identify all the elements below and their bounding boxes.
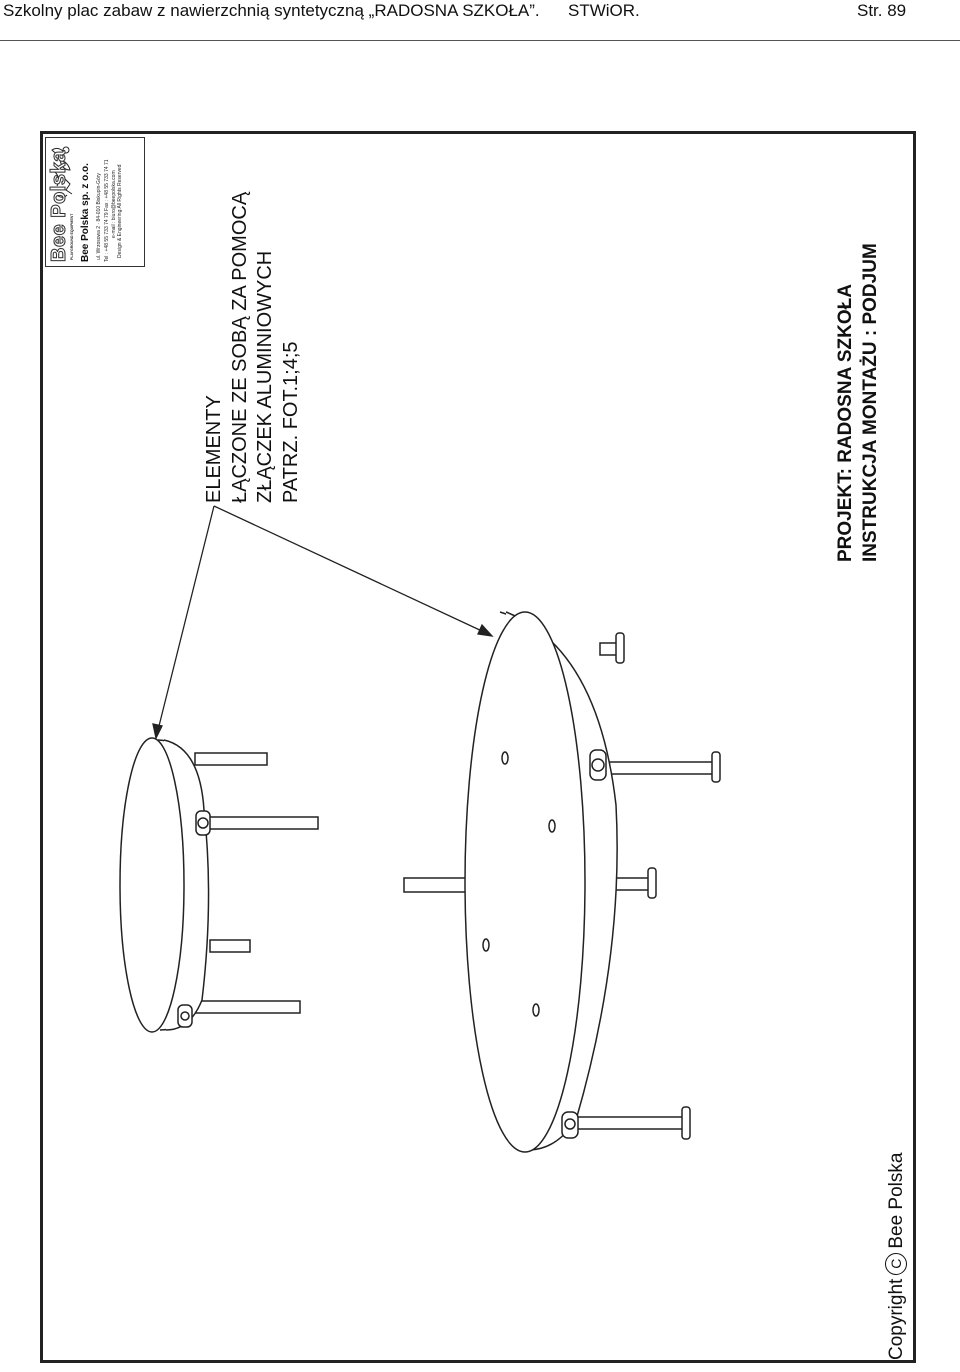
drawing-frame xyxy=(40,131,916,1363)
copyright-prefix: Copyright xyxy=(886,1278,907,1360)
copyright-icon: C xyxy=(885,1253,907,1275)
logo-company-name: Bee Polska sp. z o.o. xyxy=(80,163,91,262)
logo-email: e-mail : biuro@beepolska.com xyxy=(111,170,117,238)
project-instruction: INSTRUKCJA MONTAŻU : PODJUM xyxy=(860,243,881,562)
assembly-note-line: ZŁĄCZEK ALUMINIOWYCH xyxy=(254,250,276,503)
logo-phone: Tel : +48 55 733 74 79 Fax : +48 55 733 74 71 xyxy=(104,159,110,262)
document-title: Szkolny plac zabaw z nawierzchnią syntetyczną „RADOSNA SZKOŁA”. xyxy=(3,1,540,20)
assembly-note-line: ŁĄCZONE ZE SOBĄ ZA POMOCĄ xyxy=(229,191,251,503)
page-header xyxy=(0,0,960,40)
copyright-notice xyxy=(884,1153,910,1360)
header-divider xyxy=(0,40,960,41)
logo-rights: Design & Engineering All Rights Reserved xyxy=(117,164,123,258)
logo-address: ul. Wrzosowa 2 · 84-010 Biskupin-Góry xyxy=(96,173,102,260)
project-name: PROJEKT: RADOSNA SZKOŁA xyxy=(835,284,856,562)
logo-brand-name: Bee Polska xyxy=(48,150,70,262)
assembly-note-line: ELEMENTY xyxy=(203,395,225,503)
document-section: STWiOR. xyxy=(568,1,640,20)
logo-subtitle: PLAYGROUND EQUIPMENT xyxy=(70,213,74,260)
copyright-owner: Bee Polska xyxy=(886,1152,907,1249)
assembly-note-line: PATRZ. FOT.1;4;5 xyxy=(280,341,302,503)
page-number: Str. 89 xyxy=(857,1,907,20)
